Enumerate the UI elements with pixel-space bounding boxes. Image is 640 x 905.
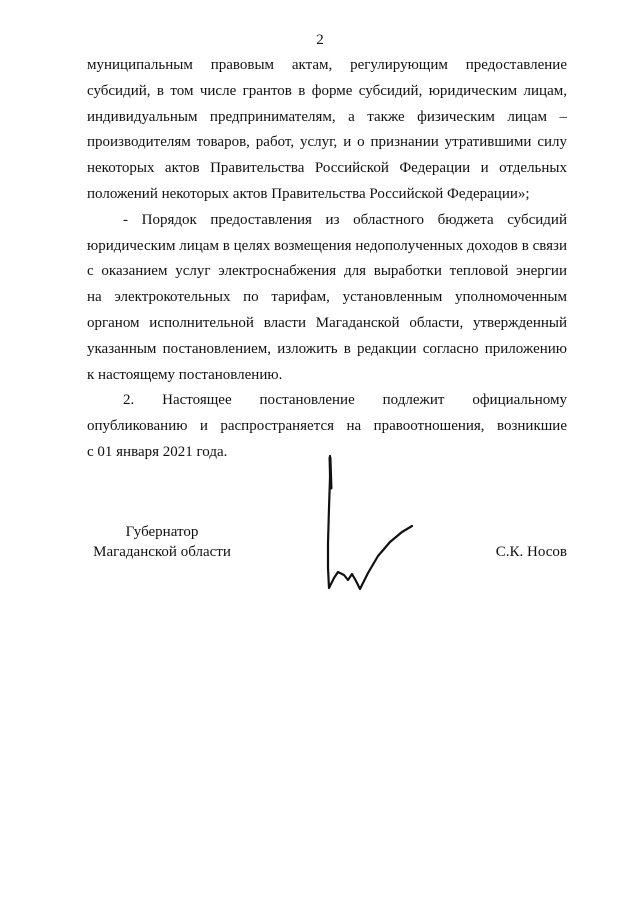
text-line: указанным постановлением, изложить в редакции согласно приложению [87,340,567,357]
text-line: субсидий, в том числе грантов в форме субсидий, юридическим лицам, [87,82,567,99]
handwritten-signature [310,448,430,598]
text-line: с оказанием услуг электроснабжения для выработки тепловой энергии [87,263,567,280]
text-line: с 01 января 2021 года. [87,443,228,460]
text-line: индивидуальным предпринимателям, а также физическим лицам – [87,108,567,125]
text-line: юридическим лицам в целях возмещения недополученных доходов в связи [87,237,567,254]
text-line: к настоящему постановлению. [87,366,283,383]
text-line: муниципальным правовым актам, регулирующим предоставление [87,57,567,73]
text-line: опубликованию и распространяется на правоотношения, возникшие [87,418,567,435]
paragraph-order-amendment [87,208,567,389]
signer-title [87,522,237,562]
text-line: органом исполнительной власти Магаданской области, утвержденный [87,314,567,331]
signer-position: Губернатор [125,524,199,540]
text-line: производителям товаров, работ, услуг, и о признании утратившими силу [87,134,567,151]
text-line: положений некоторых актов Правительства Российской Федерации»; [87,185,530,202]
paragraph-continuation [87,53,567,208]
signer-name: С.К. Носов [495,544,567,560]
signer-region: Магаданской области [93,544,231,560]
page-number: 2 [316,32,324,48]
text-line: некоторых актов Правительства Российской Федерации и отдельных [87,160,567,177]
text-line: 2. Настоящее постановление подлежит официальному [123,392,567,409]
text-line: - Порядок предоставления из областного бюджета субсидий [123,211,567,228]
text-line: на электрокотельных по тарифам, установленным уполномоченным [87,289,567,306]
document-body [87,53,567,466]
